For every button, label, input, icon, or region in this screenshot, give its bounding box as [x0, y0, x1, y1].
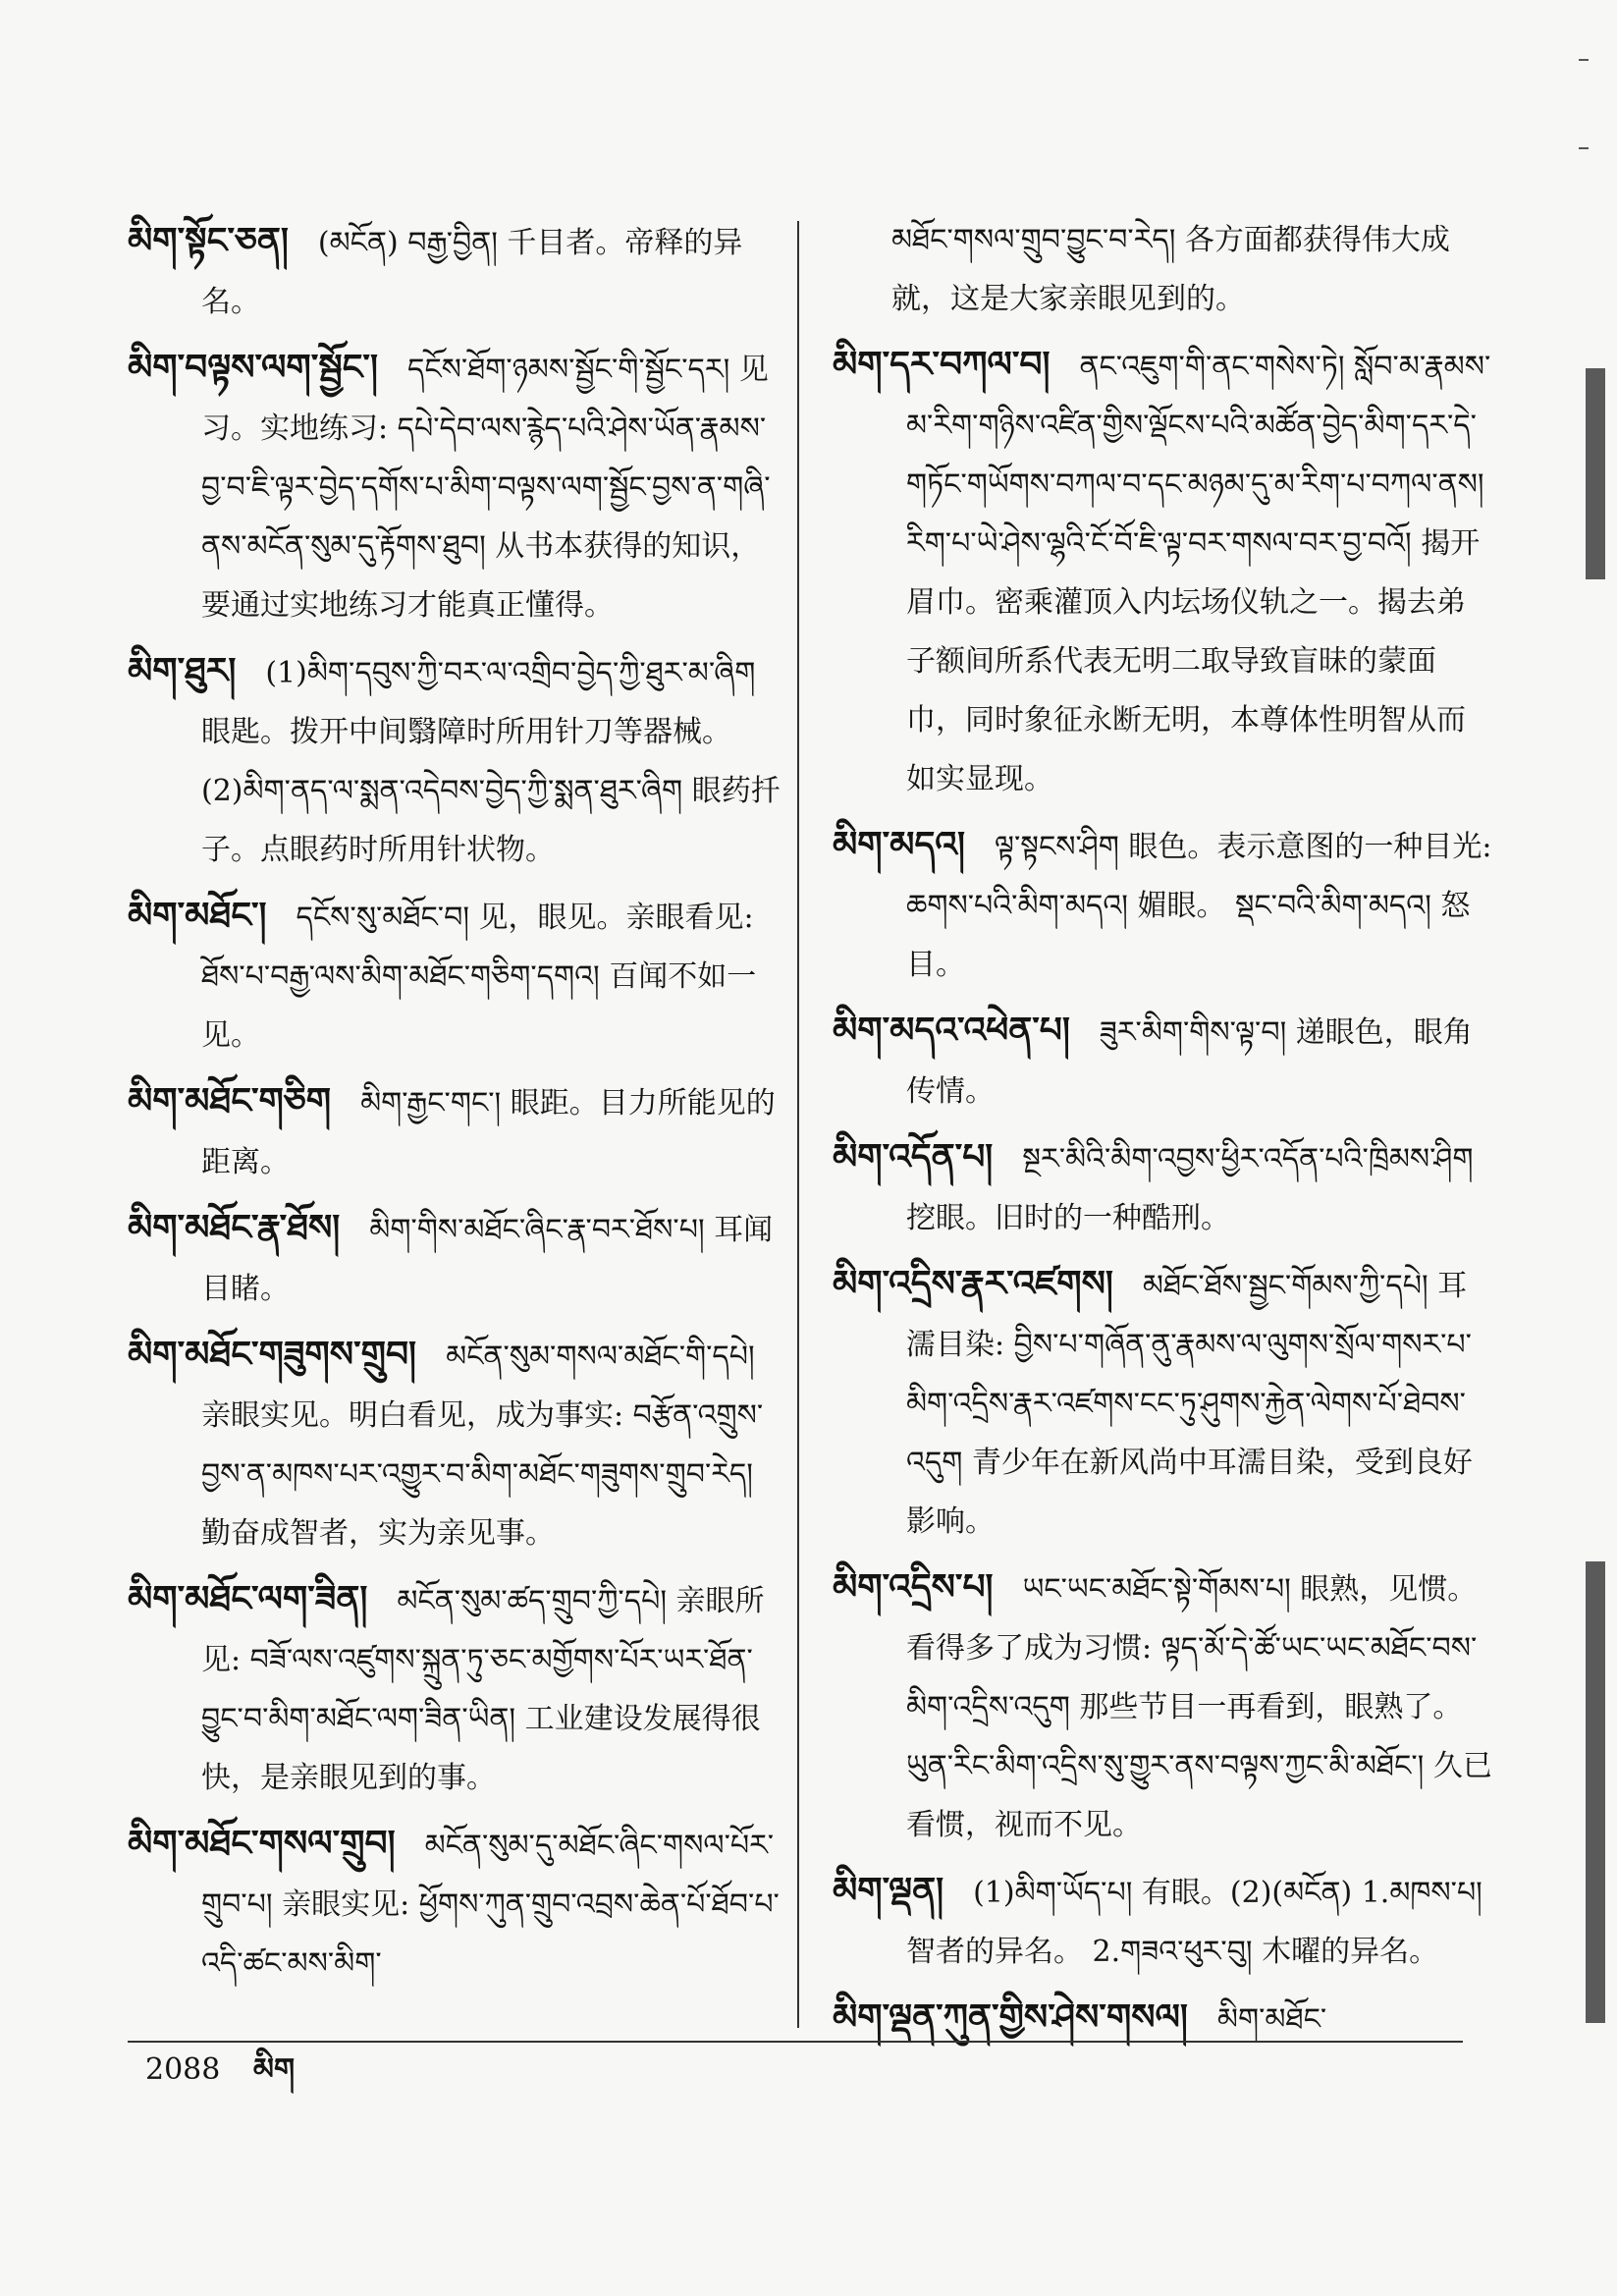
entry-definition: མཐོང་གསལ་གྲུབ་བྱུང་བ་རེད། 各方面都获得伟大成就，这是大家亲眼见到的。: [891, 223, 1450, 316]
entry-headword: མིག་མཐོང་རྣ་ཐོས།: [128, 1207, 341, 1248]
dictionary-entry: [128, 1569, 781, 1808]
entry-definition: མངོན་སུམ་ཚད་གྲུབ་ཀྱི་དཔེ། 亲眼所见: བཟོ་ལས་འཛུགས་སྐྲུན་ཏུ་ཅང་མགྱོགས་པོར་ཡར་ཐོན་བྱུང་བ་མིག་མཐོང་ལག་ཟིན་ཡིན། 工业建设发展得很快，是亲眼见到的事。: [201, 1584, 765, 1795]
dictionary-entry: [833, 1558, 1492, 1855]
entry-headword: མིག་མཐོང་གཟུགས་གྲུབ།: [128, 1334, 417, 1375]
entry-headword: མིག་འདོན་པ།: [833, 1136, 994, 1177]
dictionary-entry: [833, 1001, 1492, 1121]
scan-tick: [1579, 59, 1589, 61]
dictionary-entry: [833, 211, 1492, 329]
dictionary-entry: [128, 886, 781, 1066]
entry-definition: ལྟ་སྟངས་ཤིག 眼色。表示意图的一种目光: ཆགས་པའི་མིག་མདའ། 媚眼。 སྡང་བའི་མིག་མདའ། 怒目。: [906, 830, 1492, 982]
entry-headword: མིག་མདའ།: [833, 824, 965, 865]
footer-rule: [128, 2041, 1463, 2043]
dictionary-entry: [833, 1861, 1492, 1982]
entry-headword: མིག་ལྡན་ཀུན་གྱིས་ཤེས་གསལ།: [833, 1996, 1188, 2038]
entry-headword: མིག་མཐོང་ལག་ཟིན།: [128, 1578, 368, 1619]
entry-headword: མིག་དར་བཀལ་བ།: [833, 344, 1051, 385]
entry-definition: (1)མིག་ཡོད་པ། 有眼。(2)(མངོན) 1.མཁས་པ། 智者的异名。 2.གཟའ་ཕུར་བུ། 木曜的异名。: [906, 1876, 1482, 1969]
entry-definition: ཡང་ཡང་མཐོང་སྟེ་གོམས་པ། 眼熟，见惯。看得多了成为习惯: ལྟད་མོ་དེ་ཚོ་ཡང་ཡང་མཐོང་བས་མིག་འདྲིས་འདུག 那些节目一再看到，眼熟了。 ཡུན་རིང་མིག་འདྲིས་སུ་གྱུར་ནས་བལྟས་ཀྱང་མི་མཐོང་། 久已看惯，视而不见。: [906, 1572, 1492, 1842]
dictionary-entry: [833, 335, 1492, 809]
dictionary-entry: [833, 1127, 1492, 1248]
entry-headword: མིག་ཐུར།: [128, 650, 237, 691]
entry-definition: ཟུར་མིག་གིས་ལྟ་བ། 递眼色，眼角传情。: [906, 1015, 1473, 1109]
entry-definition: དངོས་ཐོག་ཉམས་སྦྱོང་གི་སྦྱོང་དར། 见习。实地练习: དཔེ་དེབ་ལས་རྙེད་པའི་ཤེས་ཡོན་རྣམས་བྱ་བ་ཇི་ལྟར་བྱེད་དགོས་པ་མིག་བལྟས་ལག་སྦྱོང་བྱས་ན་གཞི་ནས་མངོན་སུམ་དུ་རྟོགས་ཐུབ། 从书本获得的知识，要通过实地练习才能真正懂得。: [201, 353, 771, 623]
entry-headword: མིག་སྟོང་ཅན།: [128, 220, 289, 261]
entry-definition: མངོན་སུམ་དུ་མཐོང་ཞིང་གསལ་པོར་གྲུབ་པ། 亲眼实见: ཕྱོགས་ཀུན་གྲུབ་འབྲས་ཆེན་པོ་ཐོབ་པ་འདི་ཚང་མས་མིག་: [201, 1829, 780, 1981]
column-divider: [797, 221, 799, 2028]
entry-definition: (མངོན) བརྒྱ་བྱིན། 千目者。帝释的异名。: [201, 226, 743, 319]
entry-headword: མིག་འདྲིས་པ།: [833, 1566, 994, 1608]
page-number: 2088: [145, 2052, 221, 2087]
right-column: [833, 211, 1492, 2055]
page-footer: [145, 2050, 295, 2090]
dictionary-entry: [128, 211, 781, 332]
dictionary-entry: [128, 1325, 781, 1563]
entry-definition: མིག་རྒྱང་གང་། 眼距。目力所能见的距离。: [201, 1086, 776, 1179]
entry-definition: མངོན་སུམ་གསལ་མཐོང་གི་དཔེ། 亲眼实见。明白看见，成为事实: བརྩོན་འགྲུས་བྱས་ན་མཁས་པར་འགྱུར་བ་མིག་མཐོང་གཟུགས་གྲུབ་རེད། 勤奋成智者，实为亲见事。: [201, 1339, 764, 1551]
scan-edge-mark: [1586, 1561, 1605, 2023]
entry-headword: མིག་མཐོང་།: [128, 895, 267, 936]
entry-definition: མིག་གིས་མཐོང་ཞིང་རྣ་བར་ཐོས་པ། 耳闻目睹。: [201, 1213, 774, 1306]
entry-definition: སྔར་མིའི་མིག་འབྱས་ཕྱིར་འདོན་པའི་ཁྲིམས་ཤིག 挖眼。旧时的一种酷刑。: [906, 1142, 1474, 1235]
left-column: [128, 211, 781, 1999]
entry-headword: མིག་ལྡན།: [833, 1870, 944, 1911]
scan-tick: [1579, 147, 1589, 149]
dictionary-entry: [128, 338, 781, 635]
entry-headword: མིག་འདྲིས་རྣར་འཛགས།: [833, 1263, 1113, 1304]
entry-headword: མིག་མཐོང་གཅིག: [128, 1080, 332, 1121]
entry-headword: མིག་བལྟས་ལག་སྦྱོང་།: [128, 347, 378, 388]
dictionary-entry: [128, 1071, 781, 1192]
entry-headword: མིག་མཐོང་གསལ་གྲུབ།: [128, 1823, 396, 1864]
entry-headword: མིག་མདའ་འཕེན་པ།: [833, 1010, 1070, 1051]
dictionary-entry: [128, 1198, 781, 1319]
entry-definition: (1)མིག་དབུས་ཀྱི་བར་ལ་འགྲིབ་བྱེད་ཀྱི་ཐུར་མ་ཞིག 眼匙。拨开中间翳障时所用针刀等器械。 (2)མིག་ནད་ལ་སྨན་འདེབས་བྱེད་ཀྱི་སྨན་ཐུར་ཞིག 眼药扦子。点眼药时所用针状物。: [201, 656, 781, 867]
dictionary-entry: [128, 641, 781, 880]
dictionary-entry: [833, 1254, 1492, 1552]
entry-definition: མིག་མཐོང་: [1216, 2002, 1327, 2037]
scan-edge-mark: [1586, 368, 1605, 579]
dictionary-entry: [128, 1814, 781, 1994]
running-head: མིག: [252, 2052, 296, 2087]
entry-definition: མཐོང་ཐོས་སྦྱང་གོམས་ཀྱི་དཔེ། 耳濡目染: བྱིས་པ་གཞོན་ནུ་རྣམས་ལ་ལུགས་སྲོལ་གསར་པ་མིག་འདྲིས་རྣར་འཛགས་ངང་ཏུ་ཤུགས་རྐྱེན་ལེགས་པོ་ཐེབས་འདུག 青少年在新风尚中耳濡目染，受到良好影响。: [906, 1269, 1473, 1539]
entry-definition: དངོས་སུ་མཐོང་བ། 见，眼见。亲眼看见: ཐོས་པ་བརྒྱ་ལས་མིག་མཐོང་གཅིག་དགའ། 百闻不如一见。: [201, 901, 757, 1053]
entry-definition: ནང་འཇུག་གི་ནང་གསེས་ཏེ། སློབ་མ་རྣམས་མ་རིག་གཉིས་འཛིན་གྱིས་ལྡོངས་པའི་མཚོན་བྱེད་མིག་དར་དེ་གཏོང་གཡོགས་བཀལ་བ་དང་མཉམ་དུ་མ་རིག་པ་བཀལ་ནས། རིག་པ་ཡེ་ཤེས་ལྷའི་ངོ་བོ་ཇི་ལྟ་བར་གསལ་བར་བྱ་བའོ། 揭开眉巾。密乘灌顶入内坛场仪轨之一。揭去弟子额间所系代表无明二取导致盲昧的蒙面巾，同时象征永断无明，本尊体性明智从而如实显现。: [906, 350, 1491, 796]
dictionary-entry: [833, 815, 1492, 995]
